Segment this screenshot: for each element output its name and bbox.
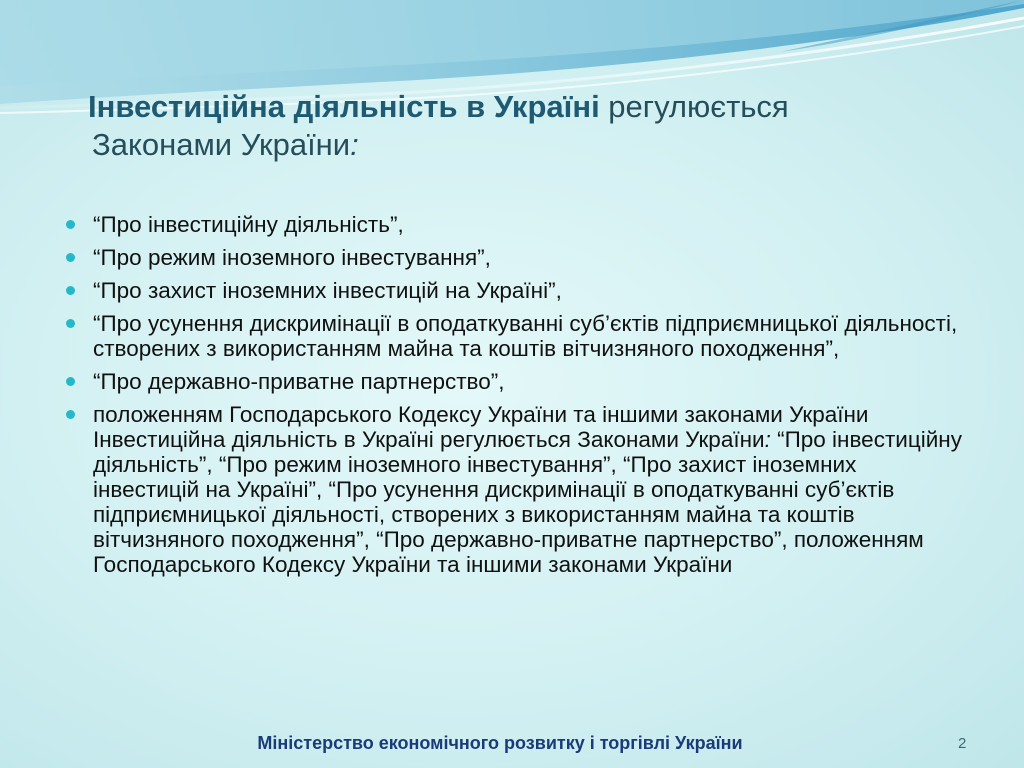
list-item-text: “Про режим іноземного інвестування”,	[93, 245, 491, 270]
title-colon: :	[350, 127, 359, 162]
list-item-text: “Про державно-приватне партнерство”,	[93, 369, 505, 394]
list-item	[66, 245, 966, 270]
slide-title	[88, 88, 968, 164]
list-item-text: “Про захист іноземних інвестицій на Україні”,	[93, 278, 562, 303]
page-number: 2	[958, 735, 967, 752]
list-item	[66, 311, 966, 361]
list-item	[66, 212, 966, 237]
title-line-2-text: Законами України	[92, 127, 351, 162]
list-item	[66, 278, 966, 303]
title-normal-part: регулюється	[599, 89, 789, 124]
bullet-dot-icon	[66, 377, 75, 386]
bullet-dot-icon	[66, 253, 75, 262]
law-list	[66, 212, 966, 585]
bullet-dot-icon	[66, 220, 75, 229]
list-item-text: “Про інвестиційну діяльність”,	[93, 212, 404, 237]
footer-ministry-name: Міністерство економічного розвитку і торгівлі України	[257, 733, 743, 753]
title-bold-part: Інвестиційна діяльність в Україні	[88, 89, 600, 124]
list-item-text-after: “Про інвестиційну діяльність”, “Про режим іноземного інвестування”, “Про захист іноземних інвестицій на Україні”, “Про усунення дискримінації в оподаткуванні суб’єктів підприємницької діяльності, створених з використанням майна та коштів вітчизняного походження”, “Про державно-приватне партнерство”, положенням Господарського Кодексу України та іншими законами України	[93, 427, 962, 577]
list-item	[66, 402, 966, 577]
bullet-dot-icon	[66, 319, 75, 328]
bullet-dot-icon	[66, 410, 75, 419]
list-item	[66, 369, 966, 394]
list-item-colon: :	[764, 427, 771, 452]
title-line-2	[88, 126, 968, 164]
bullet-dot-icon	[66, 286, 75, 295]
list-item-text-before: положенням Господарського Кодексу України та іншими законами України Інвестиційна діяльність в Україні регулюється Законами України	[93, 402, 869, 452]
list-item-text: “Про усунення дискримінації в оподаткуванні суб’єктів підприємницької діяльності, створених з використанням майна та коштів вітчизняного походження”,	[93, 311, 958, 361]
